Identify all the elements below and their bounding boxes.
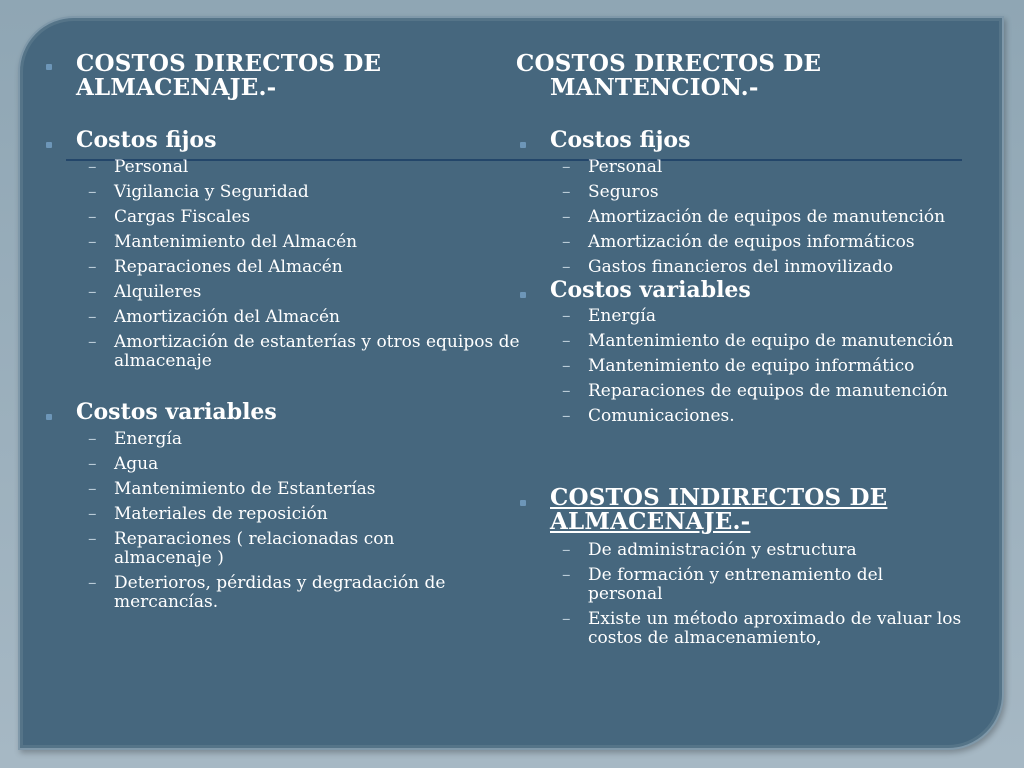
- list-item: – Cargas Fiscales: [88, 207, 251, 227]
- left-variable-title: Costos variables: [76, 399, 277, 425]
- list-item: – De administración y estructura: [562, 540, 857, 560]
- right-fixed-title: Costos fijos: [550, 127, 691, 153]
- right-heading-line-2: MANTENCION.-: [550, 74, 759, 101]
- right-heading-line-1: COSTOS DIRECTOS DE: [516, 50, 822, 77]
- list-item: – Mantenimiento de Estanterías: [88, 479, 376, 499]
- list-item: – Mantenimiento de equipo informático: [562, 356, 915, 376]
- left-heading-line-1: COSTOS DIRECTOS DE: [76, 50, 382, 77]
- list-item: – Agua: [88, 454, 159, 474]
- list-item: – Alquileres: [88, 282, 202, 302]
- bullet-icon: [46, 142, 52, 148]
- list-item: – Amortización de equipos informáticos: [562, 232, 915, 252]
- list-item: – Personal: [562, 157, 663, 177]
- left-fixed-title: Costos fijos: [76, 127, 217, 153]
- list-item: – Energía: [562, 306, 656, 326]
- list-item: – Comunicaciones.: [562, 406, 735, 426]
- list-item: – Deterioros, pérdidas y degradación de mercancías.: [88, 573, 446, 612]
- bullet-icon: [520, 292, 526, 298]
- list-item: – Reparaciones de equipos de manutención: [562, 381, 948, 401]
- list-item: – Materiales de reposición: [88, 504, 328, 524]
- right-variable-title: Costos variables: [550, 277, 751, 303]
- list-item: – Energía: [88, 429, 182, 449]
- bullet-icon: [520, 500, 526, 506]
- list-item: – Mantenimiento de equipo de manutención: [562, 331, 954, 351]
- list-item: – Amortización de equipos de manutención: [562, 207, 946, 227]
- list-item: – De formación y entrenamiento del personal: [562, 565, 884, 604]
- list-item: – Amortización de estanterías y otros equipos de almacenaje: [88, 332, 520, 371]
- indirect-heading-line-2: ALMACENAJE.-: [550, 508, 751, 535]
- bullet-icon: [520, 142, 526, 148]
- bullet-icon: [46, 414, 52, 420]
- list-item: – Reparaciones del Almacén: [88, 257, 343, 277]
- bullet-icon: [46, 64, 52, 70]
- list-item: – Gastos financieros del inmovilizado: [562, 257, 894, 277]
- list-item: – Vigilancia y Seguridad: [88, 182, 309, 202]
- left-heading-line-2: ALMACENAJE.-: [76, 74, 277, 101]
- list-item: – Reparaciones ( relacionadas con almacenaje ): [88, 529, 395, 568]
- list-item: – Amortización del Almacén: [88, 307, 340, 327]
- indirect-heading-line-1: COSTOS INDIRECTOS DE: [550, 484, 888, 511]
- list-item: – Existe un método aproximado de valuar los costos de almacenamiento,: [562, 609, 962, 648]
- list-item: – Personal: [88, 157, 189, 177]
- list-item: – Seguros: [562, 182, 659, 202]
- list-item: – Mantenimiento del Almacén: [88, 232, 358, 252]
